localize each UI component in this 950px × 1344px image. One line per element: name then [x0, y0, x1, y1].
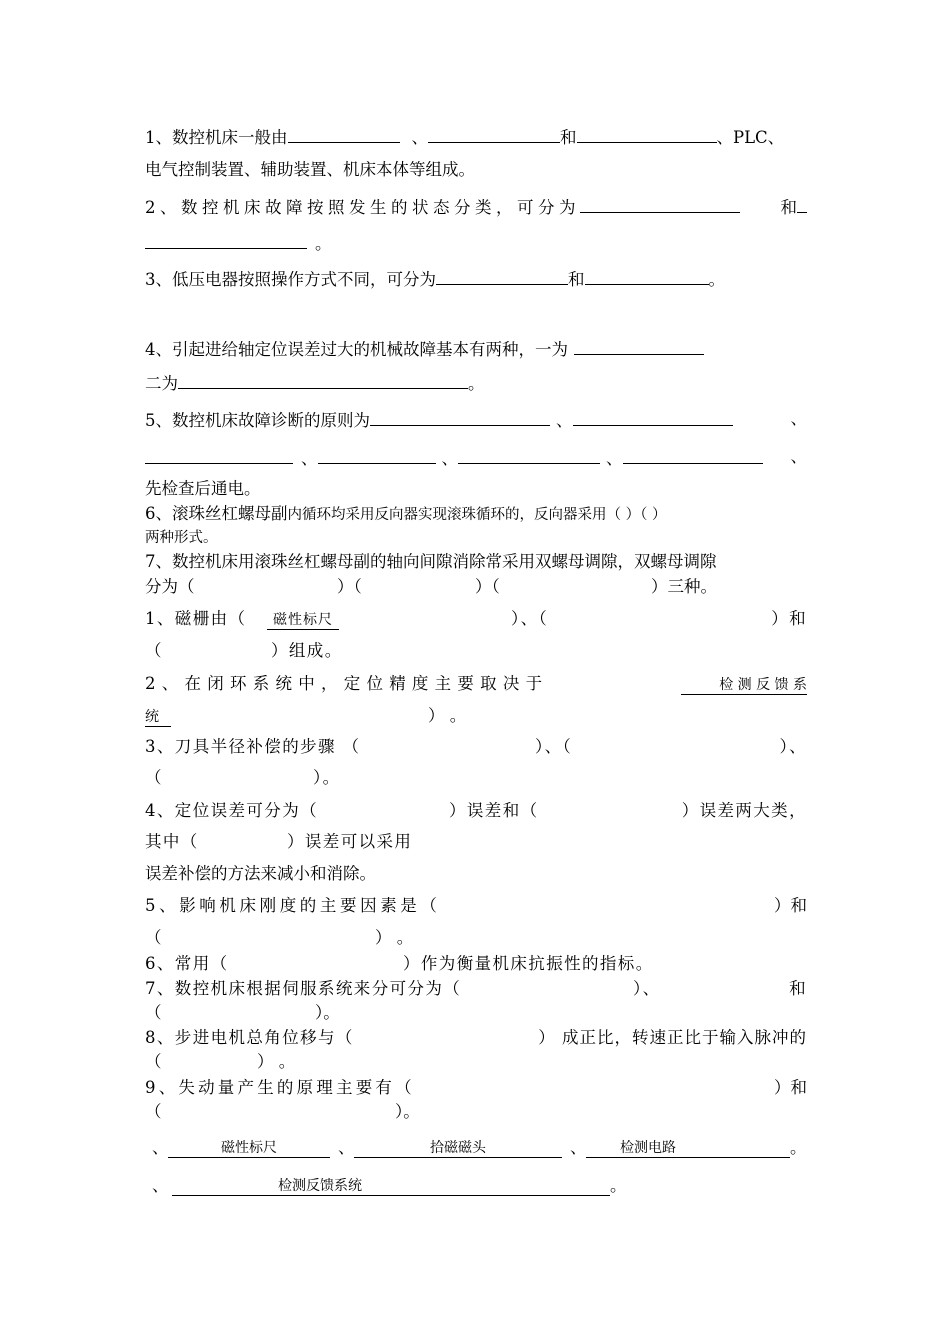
p2-q1-answer: 磁性标尺 [267, 611, 339, 630]
answer-detection-circuit: 检测电路 [586, 1139, 790, 1158]
q7-line1: 7、数控机床用滚珠丝杠螺母副的轴向间隙消除常采用双螺母调隙，双螺母调隙 [145, 552, 717, 571]
q2-blank-1[interactable] [580, 196, 740, 213]
q5-blank-6[interactable] [623, 447, 763, 464]
p2-q4-line3: 误差补偿的方法来减小和消除。 [145, 864, 376, 883]
q5-blank-5[interactable] [458, 447, 600, 464]
q4-blank-2[interactable] [178, 372, 468, 389]
q2-line1: 2、数控机床故障按照发生的状态分类，可分为 和 [145, 196, 807, 218]
q1-line1: 1、数控机床一般由 、 和 、PLC、 [145, 128, 785, 147]
q5-blank-3[interactable] [145, 447, 293, 464]
q1-line2: 电气控制装置、辅助装置、机床本体等组成。 [145, 160, 475, 179]
q5-blank-2[interactable] [573, 409, 733, 426]
q3-blank-2[interactable] [585, 268, 709, 285]
q2-blank-2[interactable] [145, 232, 307, 249]
q3-line: 3、低压电器按照操作方式不同，可分为 和 。 [145, 270, 725, 289]
q2-line2: 。 [145, 232, 807, 254]
q4-line2: 二为 。 [145, 374, 485, 393]
answer-pickup-head: 拾磁磁头 [354, 1139, 562, 1158]
q5-line1: 5、数控机床故障诊断的原则为 、 、 [145, 409, 807, 430]
q5-line3: 先检查后通电。 [145, 479, 261, 498]
p2-q2-answer-2: 统 [145, 708, 171, 727]
q4-blank-1[interactable] [574, 338, 704, 355]
q1-blank-3[interactable] [577, 126, 717, 143]
q6-line1: 6、滚珠丝杠螺母副内循环均采用反向器实现滚珠循环的，反向器采用（ ）（ ） [145, 504, 667, 523]
q1-blank-1[interactable] [288, 126, 400, 143]
q6-line2: 两种形式。 [145, 530, 218, 546]
page: 1、数控机床一般由 、 和 、PLC、 电气控制装置、辅助装置、机床本体等组成。 2、数控机床故障按照发生的状态分类，可分为 和 。 3、低压电器按照操作方式不同，可分为 和 。 4、引起进给轴定位误差过大的机械故障基本有两种，一为 二为 。 5、数控机床故障诊断的原则为 、 、 、 、 、 、 先检查后通电。 6、滚珠丝杠螺母副内循环均采用反向器实现滚珠循环的，反向器采用（ ）（ ） 两种形式。 7、数控机床用滚珠丝杠螺母副的轴向间隙消除常采用双螺母调隙，双螺母调隙 分为（ ）（ ）（ ）三种。 1、磁栅由（ 磁性标尺 ）、（ ）和 （ ）组成。 2 、 在 闭 环 系 统 中 ， 定 位 精 度 主 要 取 决 于 检 测 反 馈 系 统 ） 。 3、刀具半径补偿的步骤 （ ）、（ ）、 （ ）。 4、定位误差可分为（ ）误差和（ ）误差两大类， 其中（ ）误差可以采用 误差补偿的方法来减小和消除。 5、影响机床刚度的主要因素是（ ）和 （ ） 。 6、常用（ ）作为衡量机床抗振性的指标。 7、数控机床根据伺服系统来分可分为（ ）、 和 （ ）。 8、步进电机总角位移与（ ） 成正比，转速正比于输入脉冲的 （ ） 。 9、失动量产生的原理主要有（ ）和 （ ）。 、 磁性标尺 、 拾磁磁头 、 检测电路 。 、 检测反馈系统 。 [145, 128, 807, 1195]
q5-line2: 、 、 、 、 [145, 447, 807, 469]
p2-q2-answer-1: 检 测 反 馈 系 [681, 676, 807, 695]
q5-blank-1[interactable] [370, 409, 550, 426]
q1-blank-2[interactable] [428, 126, 560, 143]
answer-magnetic-scale: 磁性标尺 [168, 1139, 330, 1158]
q5-blank-4[interactable] [318, 447, 436, 464]
q4-line1: 4、引起进给轴定位误差过大的机械故障基本有两种，一为 [145, 338, 807, 360]
q3-blank-1[interactable] [436, 268, 568, 285]
answer-feedback-system: 检测反馈系统 [172, 1177, 610, 1196]
